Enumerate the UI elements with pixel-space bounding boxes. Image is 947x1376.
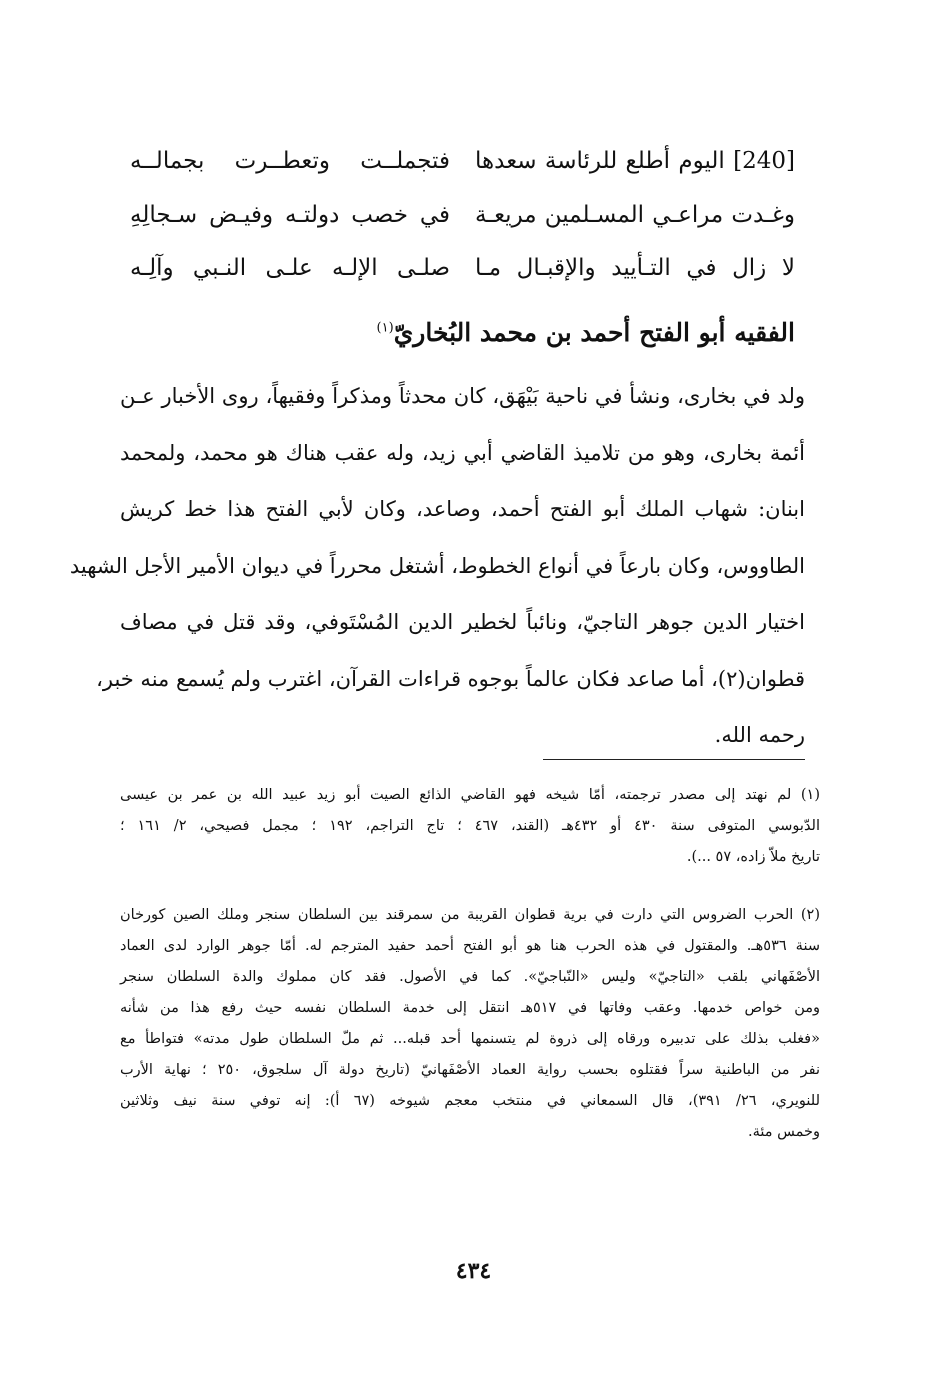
heading-title: الفقيه أبو الفتح أحمد بن محمد البُخاريّ [393,318,795,347]
body-line: ابنان: شهاب الملك أبو الفتح أحمد، وصاعد، وكان لأبي الفتح هذا خط كريش [120,497,805,521]
footnote-line: «فغلب بذلك على تدبيره ورقاه إلى ذروة لم يتسنمها أحد قبله... ثم ملّ السلطان طول مدته» فتواطأ مع [120,1031,820,1047]
verse-second-hemistich: في خصب دولتـه وفيـض سـجالِهِ [130,202,450,228]
verse-first-hemistich: [240] اليوم أطلع للرئاسة سعدها [475,148,795,174]
footnote-line: وخمس مئة. [748,1124,820,1140]
body-line: رحمه الله. [714,723,805,747]
footnote-line: تاريخ ملاّ زاده، ٥٧ ...). [686,849,820,865]
body-paragraph [69,368,805,764]
verse-line [130,148,795,198]
verse-first-hemistich: وغـدت مراعـي المسـلمين مريعـة [475,202,795,228]
verse-second-hemistich: صلـى الإلـه علـى النـبي وآلِـه [130,255,450,281]
verse-first-hemistich: لا زال في التـأييد والإقبـال مـا [475,255,795,281]
footnote-divider [543,759,805,760]
body-line: أئمة بخارى، وهو من تلاميذ القاضي أبي زيد، وله عقب هناك هو محمد، ولمحمد [120,440,805,465]
footnote-line: (١) لم نهتد إلى مصدر ترجمته، أمّا شيخه فهو القاضي الذائع الصيت أبو زيد عبيد الله بن عمر بن عيسى [120,787,820,803]
footnote-1 [120,780,820,873]
footnote-line: (٢) الحرب الضروس التي دارت في برية قطوان القريبة من سمرقند بين السلطان سنجر وملك الصين كورخان [120,907,820,923]
body-line: اختيار الدين جوهر التاجيّ، ونائباً لخطير الدين المُسْتَوفي، وقد قتل في مصاف [120,610,805,634]
body-line: ولد في بخارى، ونشأ في ناحية بَيْهَق، كان محدثاً ومذكراً وفقيهاً، روى الأخبار عـن [120,384,805,408]
page-number: ٤٣٤ [455,1258,492,1284]
verse-second-hemistich: فتجملــت وتعطــرت بجمالــه [130,148,450,174]
section-heading [377,318,795,347]
body-line: قطوان(٢)، أما صاعد فكان عالماً بوجوه قراءات القرآن، اغترب ولم يُسمع منه خبر، [96,666,805,691]
verse-line [130,202,795,252]
footnote-line: الدّبوسي المتوفى سنة ٤٣٠ أو ٤٣٢هـ (القند، ٤٦٧ ؛ تاج التراجم، ١٩٢ ؛ مجمل فصيحي، ٢/ ١٦١ ؛ [120,818,821,834]
footnote-line: ومن خواص خدمها. وعقب وفاتها في ٥١٧هـ انتقل إلى خدمة السلطان نفسه حيث رفع هذا من شأنه [120,1000,820,1016]
footnote-2 [120,900,820,1148]
footnote-line: الأصْفَهاني بلقب «التاجيّ» وليس «النّباجيّ». كما في الأصول. فقد كان مملوك والدة السلطان سنجر [120,969,820,985]
footnote-line: سنة ٥٣٦هـ. والمقتول في هذه الحرب هنا هو أبو الفتح أحمد حفيد المترجم له. أمّا جوهر الوارد لدى العماد [120,938,820,954]
verse-line [130,255,795,305]
footnote-ref: (١) [376,320,394,336]
body-line: الطاووس، وكان بارعاً في أنواع الخطوط، أشتغل محرراً في ديوان الأمير الأجل الشهيد [69,553,805,578]
footnote-line: نفر من الباطنية سراً فقتلوه بحسب رواية العماد الأصْفَهانيّ (تاريخ دولة آل سلجوق، ٢٥٠ ؛ نهاية الأرب [120,1062,820,1078]
footnote-line: للنويري، ٢٦/ ٣٩١)، قال السمعاني في منتخب معجم شيوخه (٦٧ أ): إنه توفي سنة نيف وثلاثين [120,1093,820,1109]
